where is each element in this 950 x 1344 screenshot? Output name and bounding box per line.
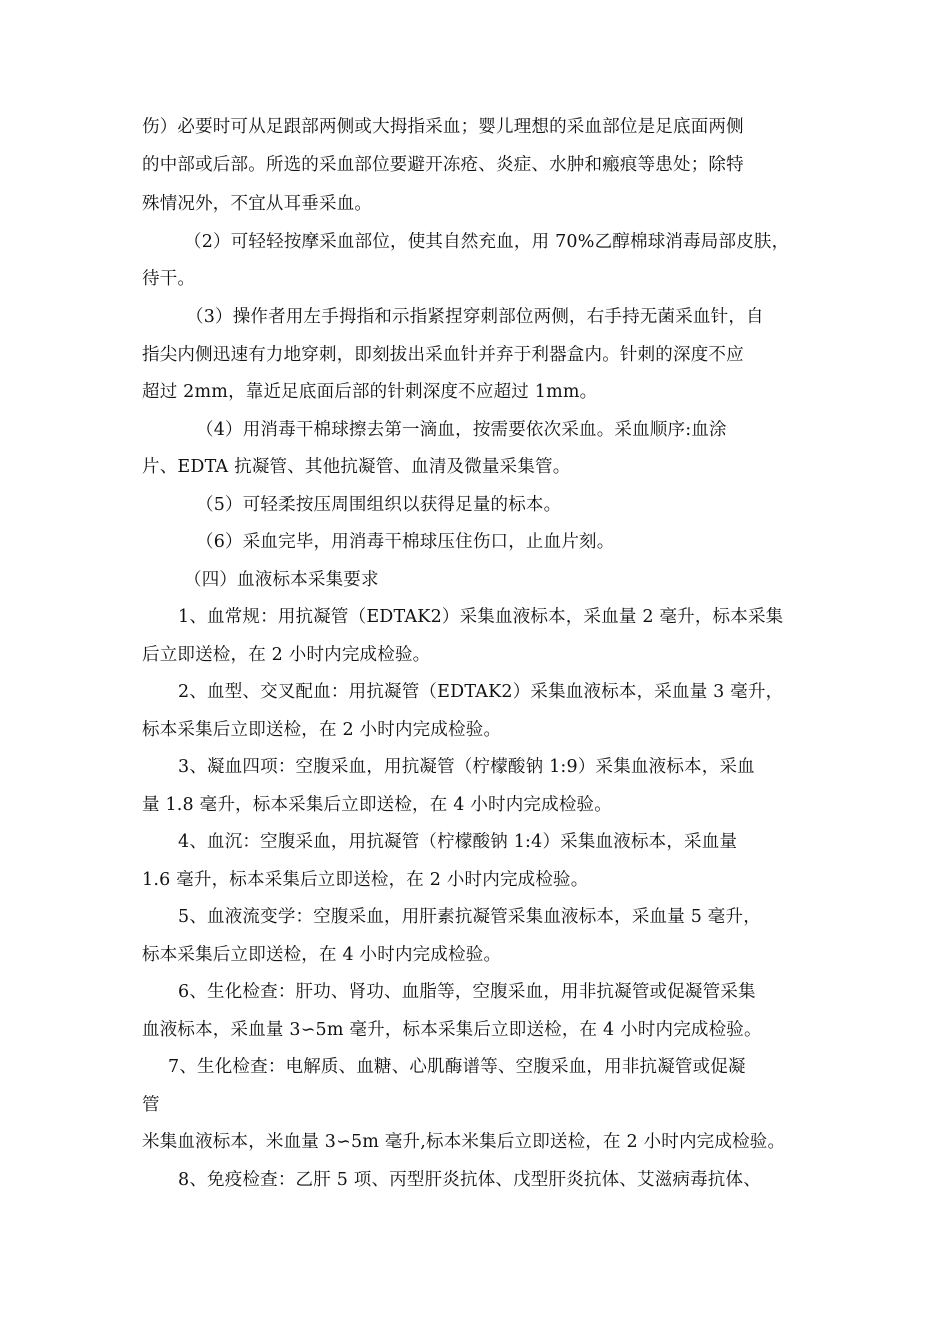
text-line: 的中部或后部。所选的采血部位要避开冻疮、炎症、水肿和瘢痕等患处；除特 (142, 155, 744, 175)
text-line: （5）可轻柔按压周围组织以获得足量的标本。 (196, 495, 562, 515)
text-line: 2、血型、交叉配血：用抗凝管（EDTAK2）采集血液标本，采血量 3 毫升， (178, 682, 784, 702)
text-line: 殊情况外，不宜从耳垂采血。 (142, 194, 373, 214)
text-line: （6）采血完毕，用消毒干棉球压住伤口，止血片刻。 (196, 532, 615, 552)
text-line: 指尖内侧迅速有力地穿刺，即刻拔出采血针并弃于利器盒内。针刺的深度不应 (142, 345, 744, 365)
text-line: 1.6 毫升，标本采集后立即送检，在 2 小时内完成检验。 (142, 870, 589, 890)
text-line: （3）操作者用左手拇指和示指紧捏穿刺部位两侧，右手持无菌采血针，自 (186, 307, 764, 327)
text-line: 后立即送检，在 2 小时内完成检验。 (142, 645, 431, 665)
text-line: 超过 2mm，靠近足底面后部的针刺深度不应超过 1mm。 (142, 382, 598, 402)
text-line: 1、血常规：用抗凝管（EDTAK2）采集血液标本，采血量 2 毫升，标本采集 (178, 607, 784, 627)
text-line: 4、血沉：空腹采血，用抗凝管（柠檬酸钠 1:4）采集血液标本，采血量 (178, 832, 738, 852)
text-line: 待干。 (142, 269, 196, 289)
text-line: 量 1.8 毫升，标本采集后立即送检，在 4 小时内完成检验。 (142, 795, 612, 815)
text-line: 标本采集后立即送检，在 4 小时内完成检验。 (142, 945, 502, 965)
text-line: 6、生化检查：肝功、肾功、血脂等，空腹采血，用非抗凝管或促凝管采集 (178, 982, 756, 1002)
text-line: 管 (142, 1095, 160, 1115)
text-line: 片、EDTA 抗凝管、其他抗凝管、血清及微量采集管。 (142, 457, 571, 477)
text-line: 标本采集后立即送检，在 2 小时内完成检验。 (142, 720, 502, 740)
section-heading: （四）血液标本采集要求 (184, 570, 379, 590)
text-line: （4）用消毒干棉球擦去第一滴血，按需要依次采血。采血顺序:血涂 (196, 420, 727, 440)
text-line: 7、生化检查：电解质、血糖、心肌酶谱等、空腹采血，用非抗凝管或促凝 (168, 1057, 746, 1077)
text-line: 米集血液标本，米血量 3∽5m 毫升,标本米集后立即送检，在 2 小时内完成检验。 (142, 1132, 786, 1152)
text-line: 3、凝血四项：空腹采血，用抗凝管（柠檬酸钠 1:9）采集血液标本，采血 (178, 757, 755, 777)
text-line: 8、免疫检查：乙肝 5 项、丙型肝炎抗体、戊型肝炎抗体、艾滋病毒抗体、 (178, 1170, 761, 1190)
text-line: 5、血液流变学：空腹采血，用肝素抗凝管采集血液标本，采血量 5 毫升， (178, 907, 761, 927)
text-line: （2）可轻轻按摩采血部位，使其自然充血，用 70%乙醇棉球消毒局部皮肤， (184, 232, 790, 252)
text-line: 血液标本，采血量 3∽5m 毫升，标本采集后立即送检，在 4 小时内完成检验。 (142, 1020, 762, 1040)
text-line: 伤）必要时可从足跟部两侧或大拇指采血；婴儿理想的采血部位是足底面两侧 (142, 117, 744, 137)
